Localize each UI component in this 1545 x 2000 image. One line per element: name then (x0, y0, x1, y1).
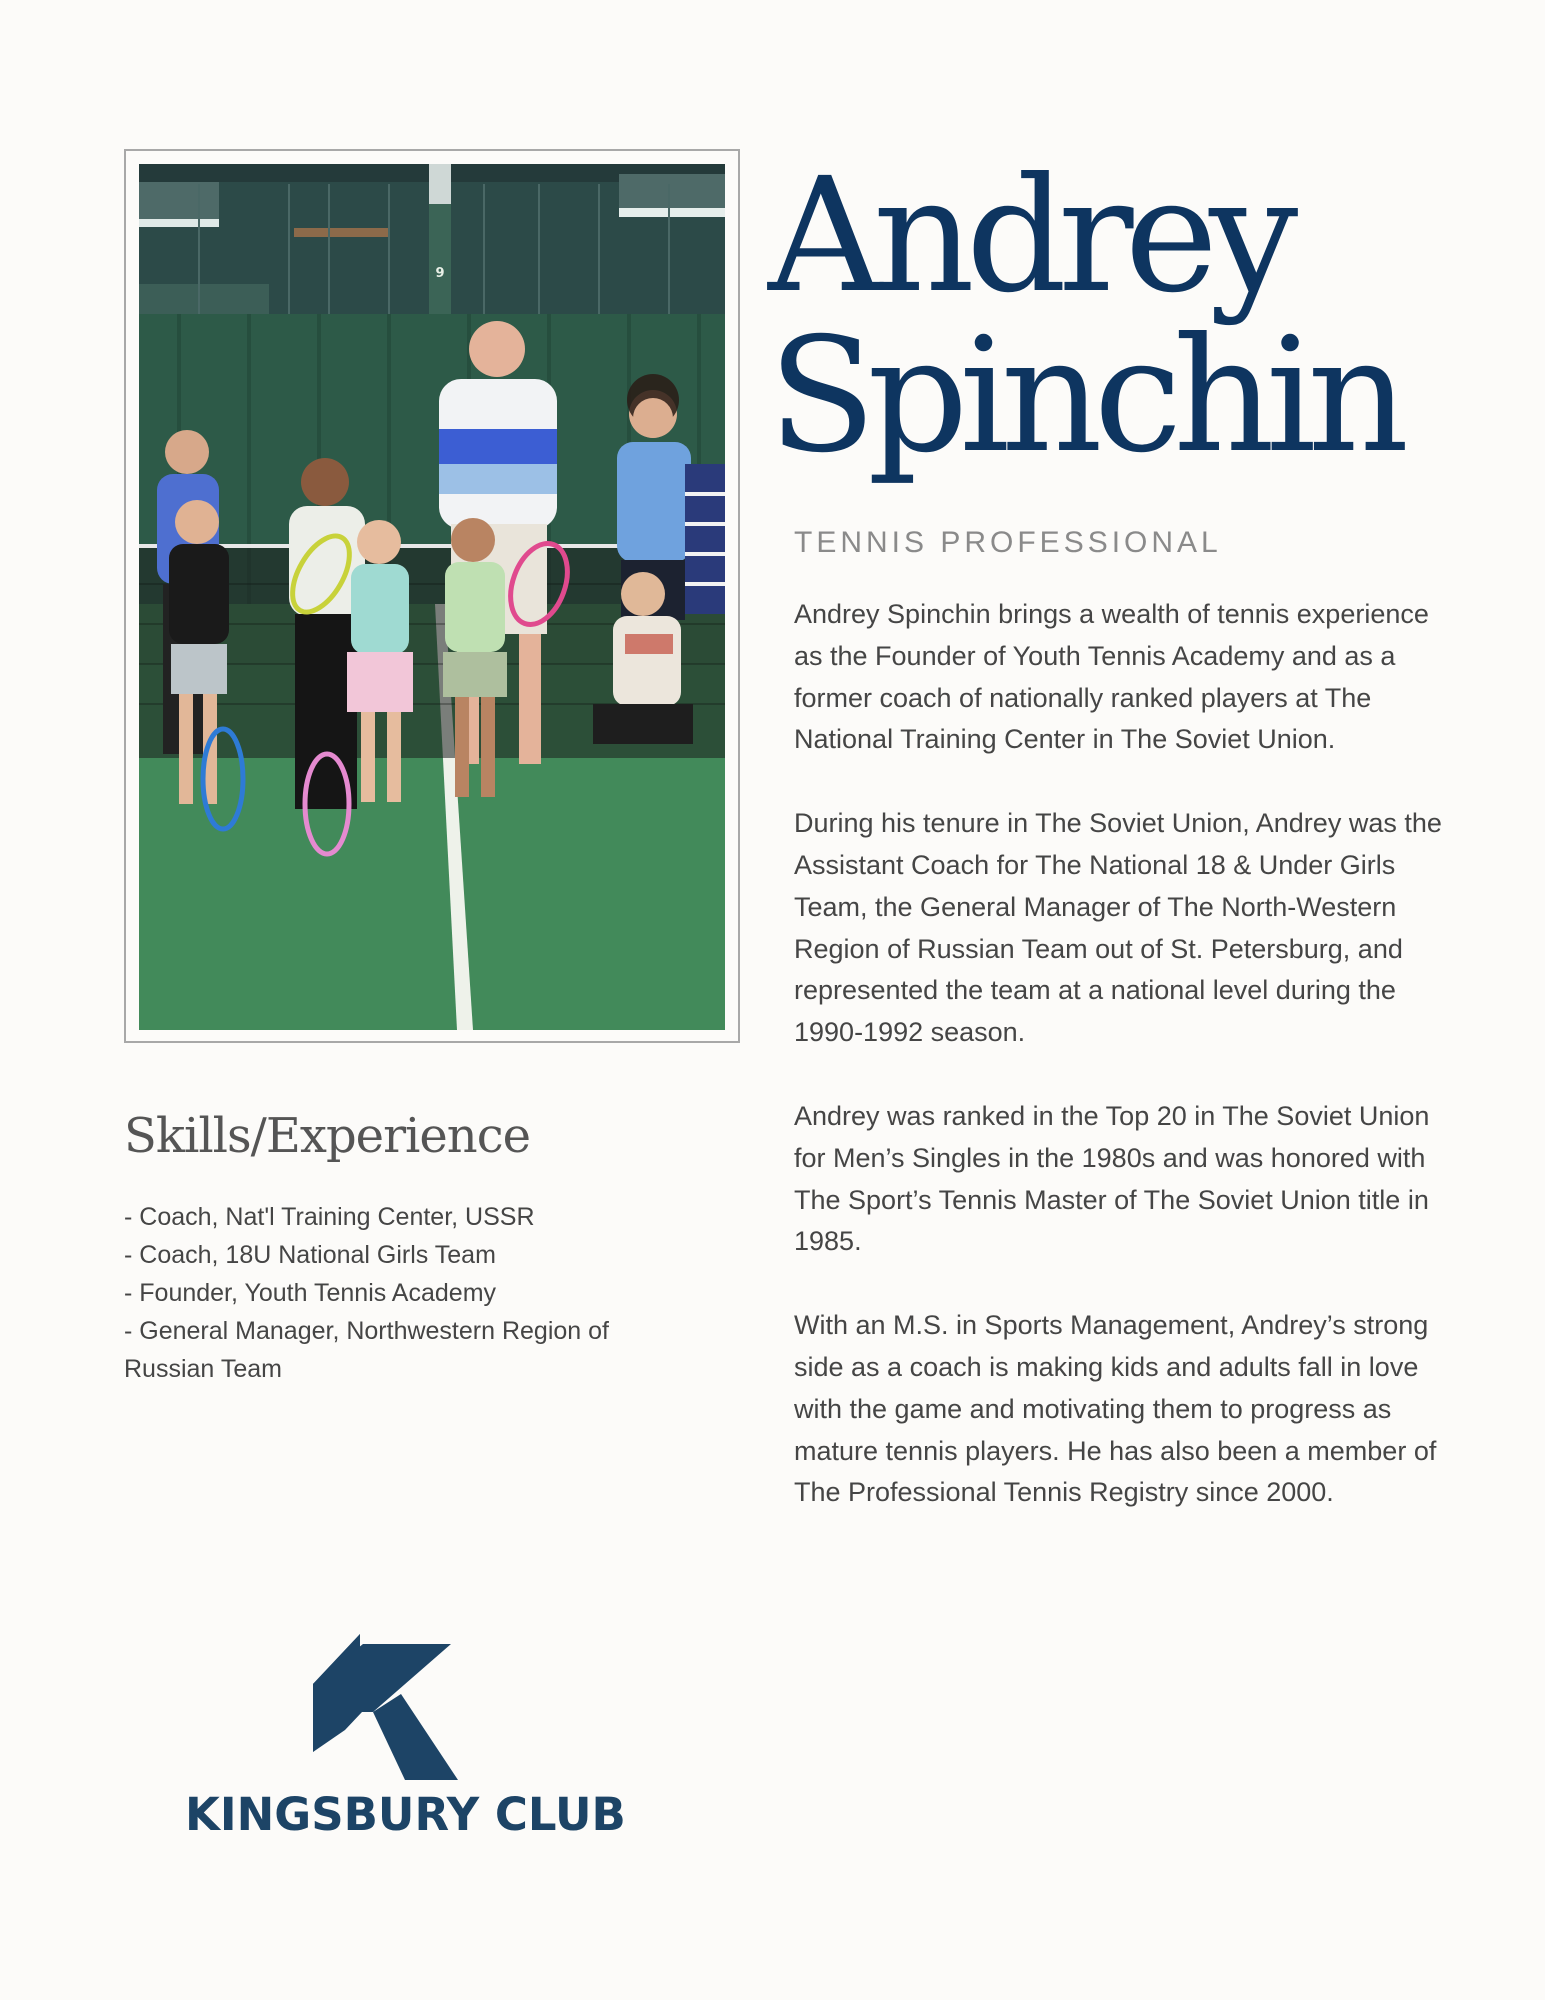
skills-heading: Skills/Experience (124, 1108, 530, 1164)
bio-paragraph: Andrey was ranked in the Top 20 in The Soviet Union for Men’s Singles in the 1980s and was honored with The Sport’s Tennis Master of The Soviet Union title in 1985. (794, 1100, 1430, 1257)
bio-paragraph: With an M.S. in Sports Management, Andrey’s strong side as a coach is making kids and adults fall in love with the game and motivating them to progress as mature tennis players. He has also been a member of The Professional Tennis Registry since 2000. (794, 1310, 1437, 1508)
skill-item: - General Manager, Northwestern Region of Russian Team (124, 1317, 609, 1383)
logo-wordmark: KINGSBURY CLUB (185, 1788, 626, 1841)
k-logo-icon (313, 1552, 463, 1787)
kingsbury-club-logo (185, 1552, 626, 1847)
photo-frame (124, 149, 740, 1043)
skill-item: - Coach, Nat'l Training Center, USSR (124, 1203, 535, 1231)
skill-item: - Founder, Youth Tennis Academy (124, 1279, 497, 1307)
team-photo (139, 164, 725, 1030)
skill-item: - Coach, 18U National Girls Team (124, 1241, 496, 1269)
biography (794, 594, 1454, 1556)
team-photo-illustration (139, 164, 725, 1030)
court-number-label: 9 (435, 266, 445, 281)
coach-name (768, 144, 1401, 488)
bio-paragraph: During his tenure in The Soviet Union, Andrey was the Assistant Coach for The National 18 & Under Girls Team, the General Manager of The North-Western Region of Russian Team out of St. Petersburg, and represented the team at a national level during the 1990-1992 season. (794, 808, 1442, 1048)
role-title: TENNIS PROFESSIONAL (794, 526, 1222, 559)
skills-list (124, 1198, 684, 1388)
bio-paragraph: Andrey Spinchin brings a wealth of tennis experience as the Founder of Youth Tennis Academy and as a former coach of nationally ranked players at The National Training Center in The Soviet Union. (794, 599, 1429, 755)
last-name: Spinchin (768, 304, 1401, 488)
first-name: Andrey (768, 144, 1290, 328)
